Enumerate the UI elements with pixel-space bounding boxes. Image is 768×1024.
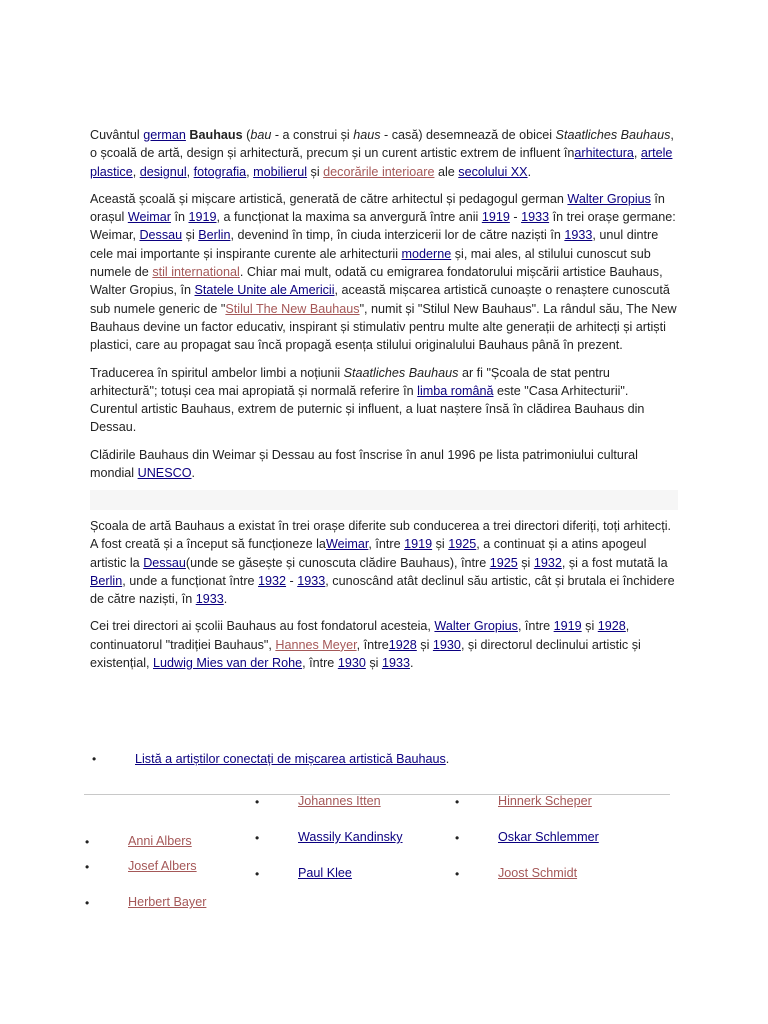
bullet-icon: • [85,835,90,849]
link-1930[interactable]: 1930 [337,656,366,671]
link-stilul-new-bauhaus[interactable]: Stilul The New Bauhaus [225,301,360,316]
text: - [286,573,298,588]
text: ( [242,128,251,142]
text: Școala de artă Bauhaus a existat în trei orașe diferite sub conducerea a trei directori diferiți, toți arhitecți. A fost creată și a început să funcționeze la [90,519,672,552]
link-1928[interactable]: 1928 [388,637,417,652]
bullet-icon: • [455,831,460,845]
text: . [223,592,228,607]
text: și [517,555,534,570]
text: , devenind în timp, în ciuda interzicerii lor de către naziști în [230,228,565,243]
text: , între [302,656,338,671]
link-paul-klee[interactable]: Paul Klee [298,866,352,880]
link-unesco[interactable]: UNESCO [137,466,192,481]
text: (unde se găsește și cunoscuta clădire Bauhaus), între [185,555,490,570]
list-item-artists-link [135,752,449,766]
bullet-icon: • [255,831,260,845]
term-bauhaus: Bauhaus [189,128,243,142]
bullet-icon: • [255,867,260,881]
link-moderne[interactable]: moderne [401,246,452,261]
text: , [246,164,254,179]
link-weimar[interactable]: Weimar [325,537,369,552]
text: , unul dintre cele mai importante și inspirante curente ale arhitecturii [90,228,659,261]
link-1919[interactable]: 1919 [481,210,510,225]
link-mies-van-der-rohe[interactable]: Ludwig Mies van der Rohe [153,656,303,671]
link-anni-albers[interactable]: Anni Albers [128,834,192,848]
link-1925[interactable]: 1925 [448,537,477,552]
link-1933[interactable]: 1933 [521,210,550,225]
link-joost-schmidt[interactable]: Joost Schmidt [498,866,578,880]
link-1925[interactable]: 1925 [489,555,518,570]
link-secolului-xx[interactable]: secolului XX [458,164,528,179]
paragraph-unesco [90,446,678,483]
link-herbert-bayer[interactable]: Herbert Bayer [128,895,207,909]
text: , și directorul declinului artistic și existențial, [90,637,641,671]
paragraph-translation [90,364,678,437]
link-walter-gropius[interactable]: Walter Gropius [567,191,651,206]
text: și [416,637,433,652]
article-body [90,126,678,491]
article-section-two [90,517,678,681]
section-divider [90,490,678,510]
text: ", numit și "Stilul New Bauhaus". La rândul său, The New Bauhaus devine un factor educativ, inspirant și stimulativ pentru multe alte generații de arhitecți și artiști plastici, care au propagat sau încă propagă esența stilului originalului Bauhaus până în prezent. [90,301,677,353]
paragraph-directors [90,617,678,672]
text: Traducerea în spiritul ambelor limbi a noțiunii [90,365,344,380]
link-lista-artisti[interactable]: Listă a artiștilor conectați de mișcarea artistică Bauhaus [135,752,446,766]
term-haus: haus [353,128,381,142]
text: , și a fost mutată la [561,555,668,570]
paragraph-cities [90,517,678,608]
text: , între [368,537,405,552]
link-1933[interactable]: 1933 [297,573,326,588]
link-1933[interactable]: 1933 [564,228,593,243]
text: , a funcționat la maxima sa anvergură între anii [216,210,482,225]
link-1932[interactable]: 1932 [533,555,562,570]
text: , o școală de artă, design și arhitectură, precum și un curent artistic extrem de influent în [90,128,674,161]
text: - [509,210,522,225]
link-weimar[interactable]: Weimar [127,210,171,225]
term-bau: bau [250,128,272,142]
link-hinnerk-scheper[interactable]: Hinnerk Scheper [498,794,592,808]
link-designul[interactable]: designul [139,164,187,179]
bullet-icon: • [455,795,460,809]
link-fotografia[interactable]: fotografia [193,164,247,179]
link-1919[interactable]: 1919 [188,210,217,225]
text: este "Casa Arhitecturii". Curentul artistic Bauhaus, extrem de puternic și influent, a luat naștere însă în clădirea Bauhaus din Dessau. [90,383,645,435]
link-mobilierul[interactable]: mobilierul [253,164,308,179]
text: și [307,164,324,179]
link-1933[interactable]: 1933 [195,592,224,607]
link-walter-gropius[interactable]: Walter Gropius [434,619,518,634]
text: Clădirile Bauhaus din Weimar și Dessau au fost înscrise în anul 1996 pe lista patrimoniului cultural mondial [90,447,638,481]
bullet-icon: • [85,860,90,874]
text: - casă) desemnează de obicei [380,128,556,142]
text: , unde a funcționat între [122,573,259,588]
link-berlin[interactable]: Berlin [90,573,123,588]
text: și [182,228,199,243]
text: , a continuat și a atins apogeul artistic la [90,537,647,570]
link-berlin[interactable]: Berlin [198,228,231,243]
link-1930[interactable]: 1930 [432,637,461,652]
text: . [527,164,532,179]
text: în trei orașe germane: Weimar, [90,210,676,243]
link-wassily-kandinsky[interactable]: Wassily Kandinsky [298,830,403,844]
text: - a construi și [271,128,354,142]
link-1932[interactable]: 1932 [258,573,287,588]
link-statele-unite[interactable]: Statele Unite ale Americii [194,283,335,298]
link-german[interactable]: german [143,128,186,142]
bullet-icon: • [92,752,97,766]
text: și [365,656,382,671]
term-staatliches: Staatliches Bauhaus [555,128,671,142]
text: Cuvântul [90,128,144,142]
text: Cei trei directori ai școlii Bauhaus au fost fondatorul acesteia, [90,619,435,634]
link-artele-plastice[interactable]: artele plastice [90,146,673,179]
bullet-icon: • [255,795,260,809]
link-decorarile-interioare[interactable]: decorările interioare [323,164,435,179]
text: și, mai ales, al stilului cunoscut sub numele de [90,246,651,280]
text: . [409,656,414,671]
text: în orașul [90,191,665,225]
text: . Chiar mai mult, odată cu emigrarea fondatorului mișcării artistice Bauhaus, Walter Gropius, în [90,265,663,298]
link-stil-international[interactable]: stil international [152,265,240,280]
term-staatliches: Staatliches Bauhaus [343,365,459,380]
text: , continuatorul "tradiției Bauhaus", [90,619,630,652]
text: . [445,752,450,766]
link-dessau[interactable]: Dessau [143,555,186,570]
link-hannes-meyer[interactable]: Hannes Meyer [275,637,357,652]
link-1928[interactable]: 1928 [597,619,626,634]
text: Această școală și mișcare artistică, generată de către arhitectul și pedagogul german [90,191,568,206]
link-josef-albers[interactable]: Josef Albers [128,859,197,873]
link-1919[interactable]: 1919 [404,537,433,552]
bullet-icon: • [85,896,90,910]
text: , [186,164,194,179]
text: , această mișcarea artistică cunoaște o renaștere cunoscută sub numele generic de " [90,283,670,316]
text: , cunoscând atât declinul său artistic, cât și brutala ei închidere de către naziști, în [90,573,675,607]
text: și [581,619,598,634]
paragraph-history [90,190,678,355]
link-1919[interactable]: 1919 [553,619,582,634]
text: , [132,164,140,179]
text: ale [434,164,459,179]
paragraph-intro [90,126,678,181]
text: , între [356,637,389,652]
bullet-icon: • [455,867,460,881]
link-1933[interactable]: 1933 [381,656,410,671]
text: . [191,466,195,481]
text: ar fi "Școala de stat pentru arhitectură"; totuși cea mai apropiată și normală referire în [90,365,610,398]
link-limba-romana[interactable]: limba română [417,383,494,398]
text: , între [517,619,554,634]
text: și [432,537,449,552]
link-dessau[interactable]: Dessau [139,228,183,243]
text: , [633,146,641,161]
link-oskar-schlemmer[interactable]: Oskar Schlemmer [498,830,599,844]
text: în [170,210,189,225]
link-arhitectura[interactable]: arhitectura [574,146,634,161]
link-johannes-itten[interactable]: Johannes Itten [298,794,381,808]
